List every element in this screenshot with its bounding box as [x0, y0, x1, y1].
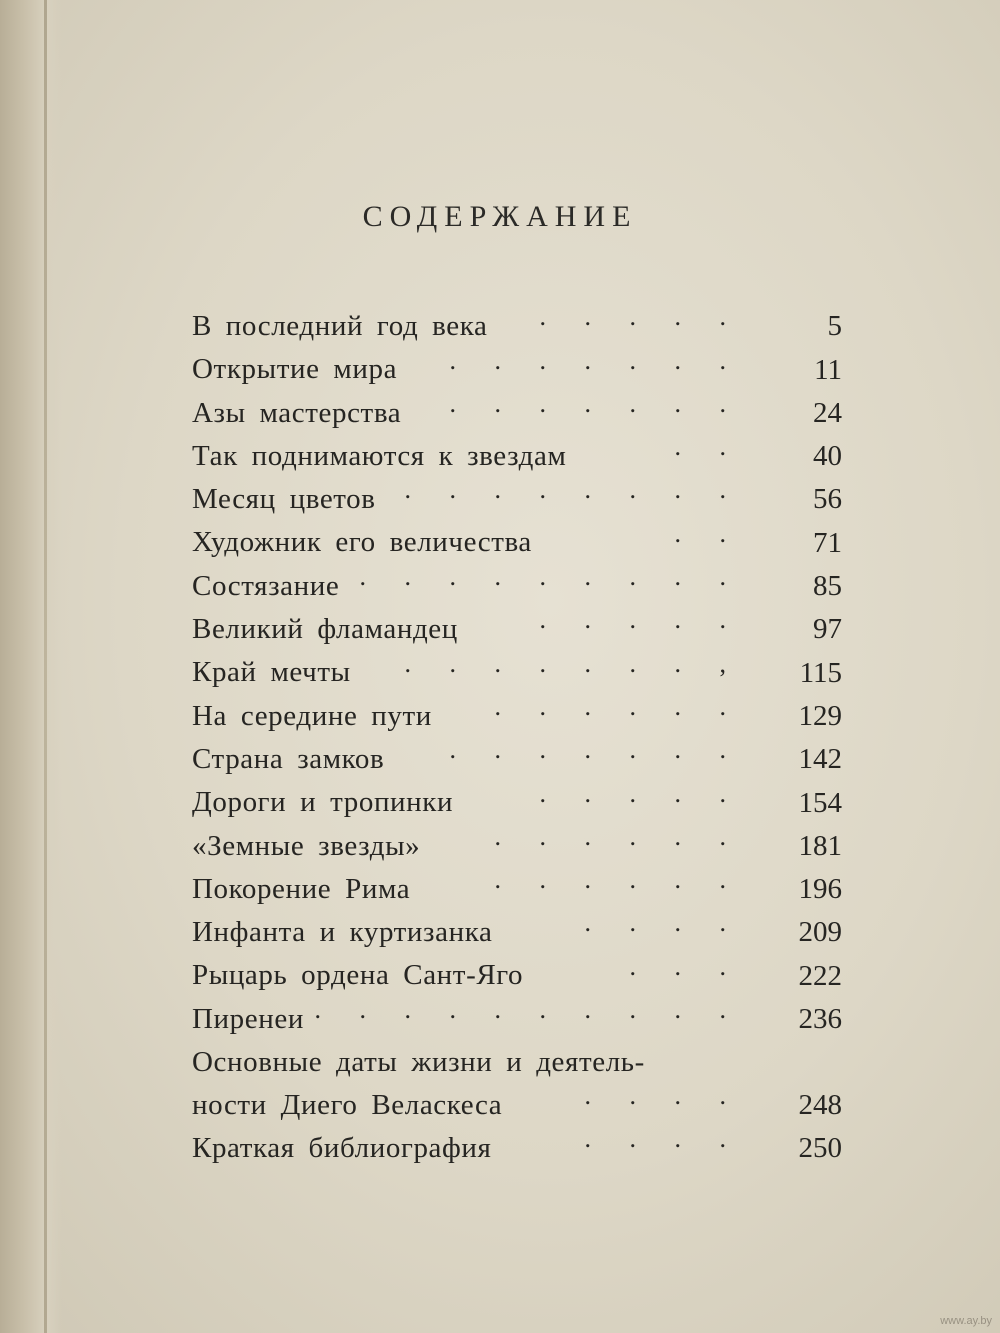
toc-entry-title: Великий фламандец	[192, 613, 458, 646]
toc-entry-title: Состязание	[192, 569, 340, 602]
toc-dot-leader: . . . . .	[539, 302, 742, 332]
toc-entry-title: Рыцарь ордена Сант-Яго	[192, 959, 524, 992]
toc-page-number: 142	[798, 743, 842, 776]
toc-dot-leader: . . . . . .	[494, 821, 742, 851]
toc-entry-title: Азы мастерства	[192, 396, 402, 429]
toc-entry-title: Страна замков	[192, 742, 385, 775]
toc-dot-leader: . . . . . . .	[449, 388, 742, 418]
toc-entry-title: В последний год века	[192, 310, 488, 342]
toc-entry-title: Основные даты жизни и деятель- ности Диего Веласкеса	[192, 1046, 645, 1122]
toc-page-number: 222	[798, 959, 842, 992]
toc-page-number: 40	[813, 440, 842, 473]
toc-page-number: 196	[798, 873, 842, 906]
toc-entry-title: Пиренеи	[192, 1002, 304, 1035]
toc-entry	[192, 735, 842, 781]
toc-dot-leader: . .	[674, 518, 742, 548]
toc-entry-title: «Земные звезды»	[192, 829, 421, 862]
toc-page-number: 56	[813, 483, 842, 516]
toc-dot-leader: . . . . . . . . .	[359, 562, 742, 592]
toc-entry-title: Дороги и тропинки	[192, 786, 454, 819]
toc-page-number: 71	[813, 526, 842, 559]
toc-entry	[192, 388, 842, 435]
toc-dot-leader: . . . . .	[539, 605, 742, 635]
toc-entry-title: Художник его величества	[192, 526, 532, 559]
toc-dot-leader: . . . . . . . .	[404, 475, 742, 505]
toc-dot-leader: . . .	[629, 951, 742, 981]
toc-page-number: 129	[798, 699, 842, 732]
toc-entry	[192, 908, 842, 954]
toc-page-number: 154	[798, 786, 842, 819]
toc-dot-leader: . . . .	[584, 908, 742, 938]
toc-page-number: 209	[798, 916, 842, 949]
toc-dot-leader: . . . . . . .	[449, 345, 742, 375]
toc-dot-leader: . . . . . . . . . .	[314, 995, 742, 1025]
toc-page-number: 236	[798, 1003, 842, 1036]
toc-dot-leader: . . . . . . . ,	[404, 648, 742, 678]
toc-dot-leader: . . . .	[584, 1081, 742, 1111]
toc-dot-leader: . .	[674, 432, 742, 462]
toc-dot-leader: . . . . . .	[494, 691, 742, 721]
toc-entry	[192, 865, 842, 911]
toc-entry-title: Покорение Рима	[192, 872, 411, 905]
toc-page-number: 248	[798, 1089, 842, 1122]
toc-dot-leader: . . . . .	[539, 778, 742, 808]
toc-entry-title: Месяц цветов	[192, 483, 376, 516]
toc-page-number: 250	[798, 1132, 842, 1165]
contents-heading: СОДЕРЖАНИЕ	[362, 200, 638, 233]
toc-entry-title: На середине пути	[192, 699, 432, 732]
toc-entry-title: Открытие мира	[192, 353, 398, 386]
table-of-contents	[192, 302, 842, 1170]
toc-entry-title: Край мечты	[192, 656, 351, 689]
toc-entry	[192, 562, 842, 608]
toc-page-number: 5	[827, 310, 842, 343]
toc-entry	[192, 995, 842, 1041]
toc-dot-leader: . . . . . . .	[449, 735, 742, 765]
toc-page-number: 24	[813, 396, 842, 429]
toc-dot-leader: . . . . . .	[494, 865, 742, 895]
toc-page-number: 11	[814, 353, 842, 386]
toc-page-number: 115	[799, 656, 842, 689]
toc-entry	[192, 475, 842, 521]
toc-entry	[192, 1124, 842, 1170]
toc-entry-title: Так поднимаются к звездам	[192, 439, 567, 472]
toc-entry-title: Инфанта и куртизанка	[192, 916, 493, 949]
site-watermark: www.ay.by	[940, 1315, 992, 1327]
toc-entry	[192, 1041, 842, 1127]
toc-page-number: 97	[813, 613, 842, 646]
toc-entry-title: Краткая библиография	[192, 1132, 492, 1165]
toc-page-number: 85	[813, 570, 842, 603]
toc-dot-leader: . . . .	[584, 1124, 742, 1154]
toc-page-number: 181	[798, 829, 842, 862]
